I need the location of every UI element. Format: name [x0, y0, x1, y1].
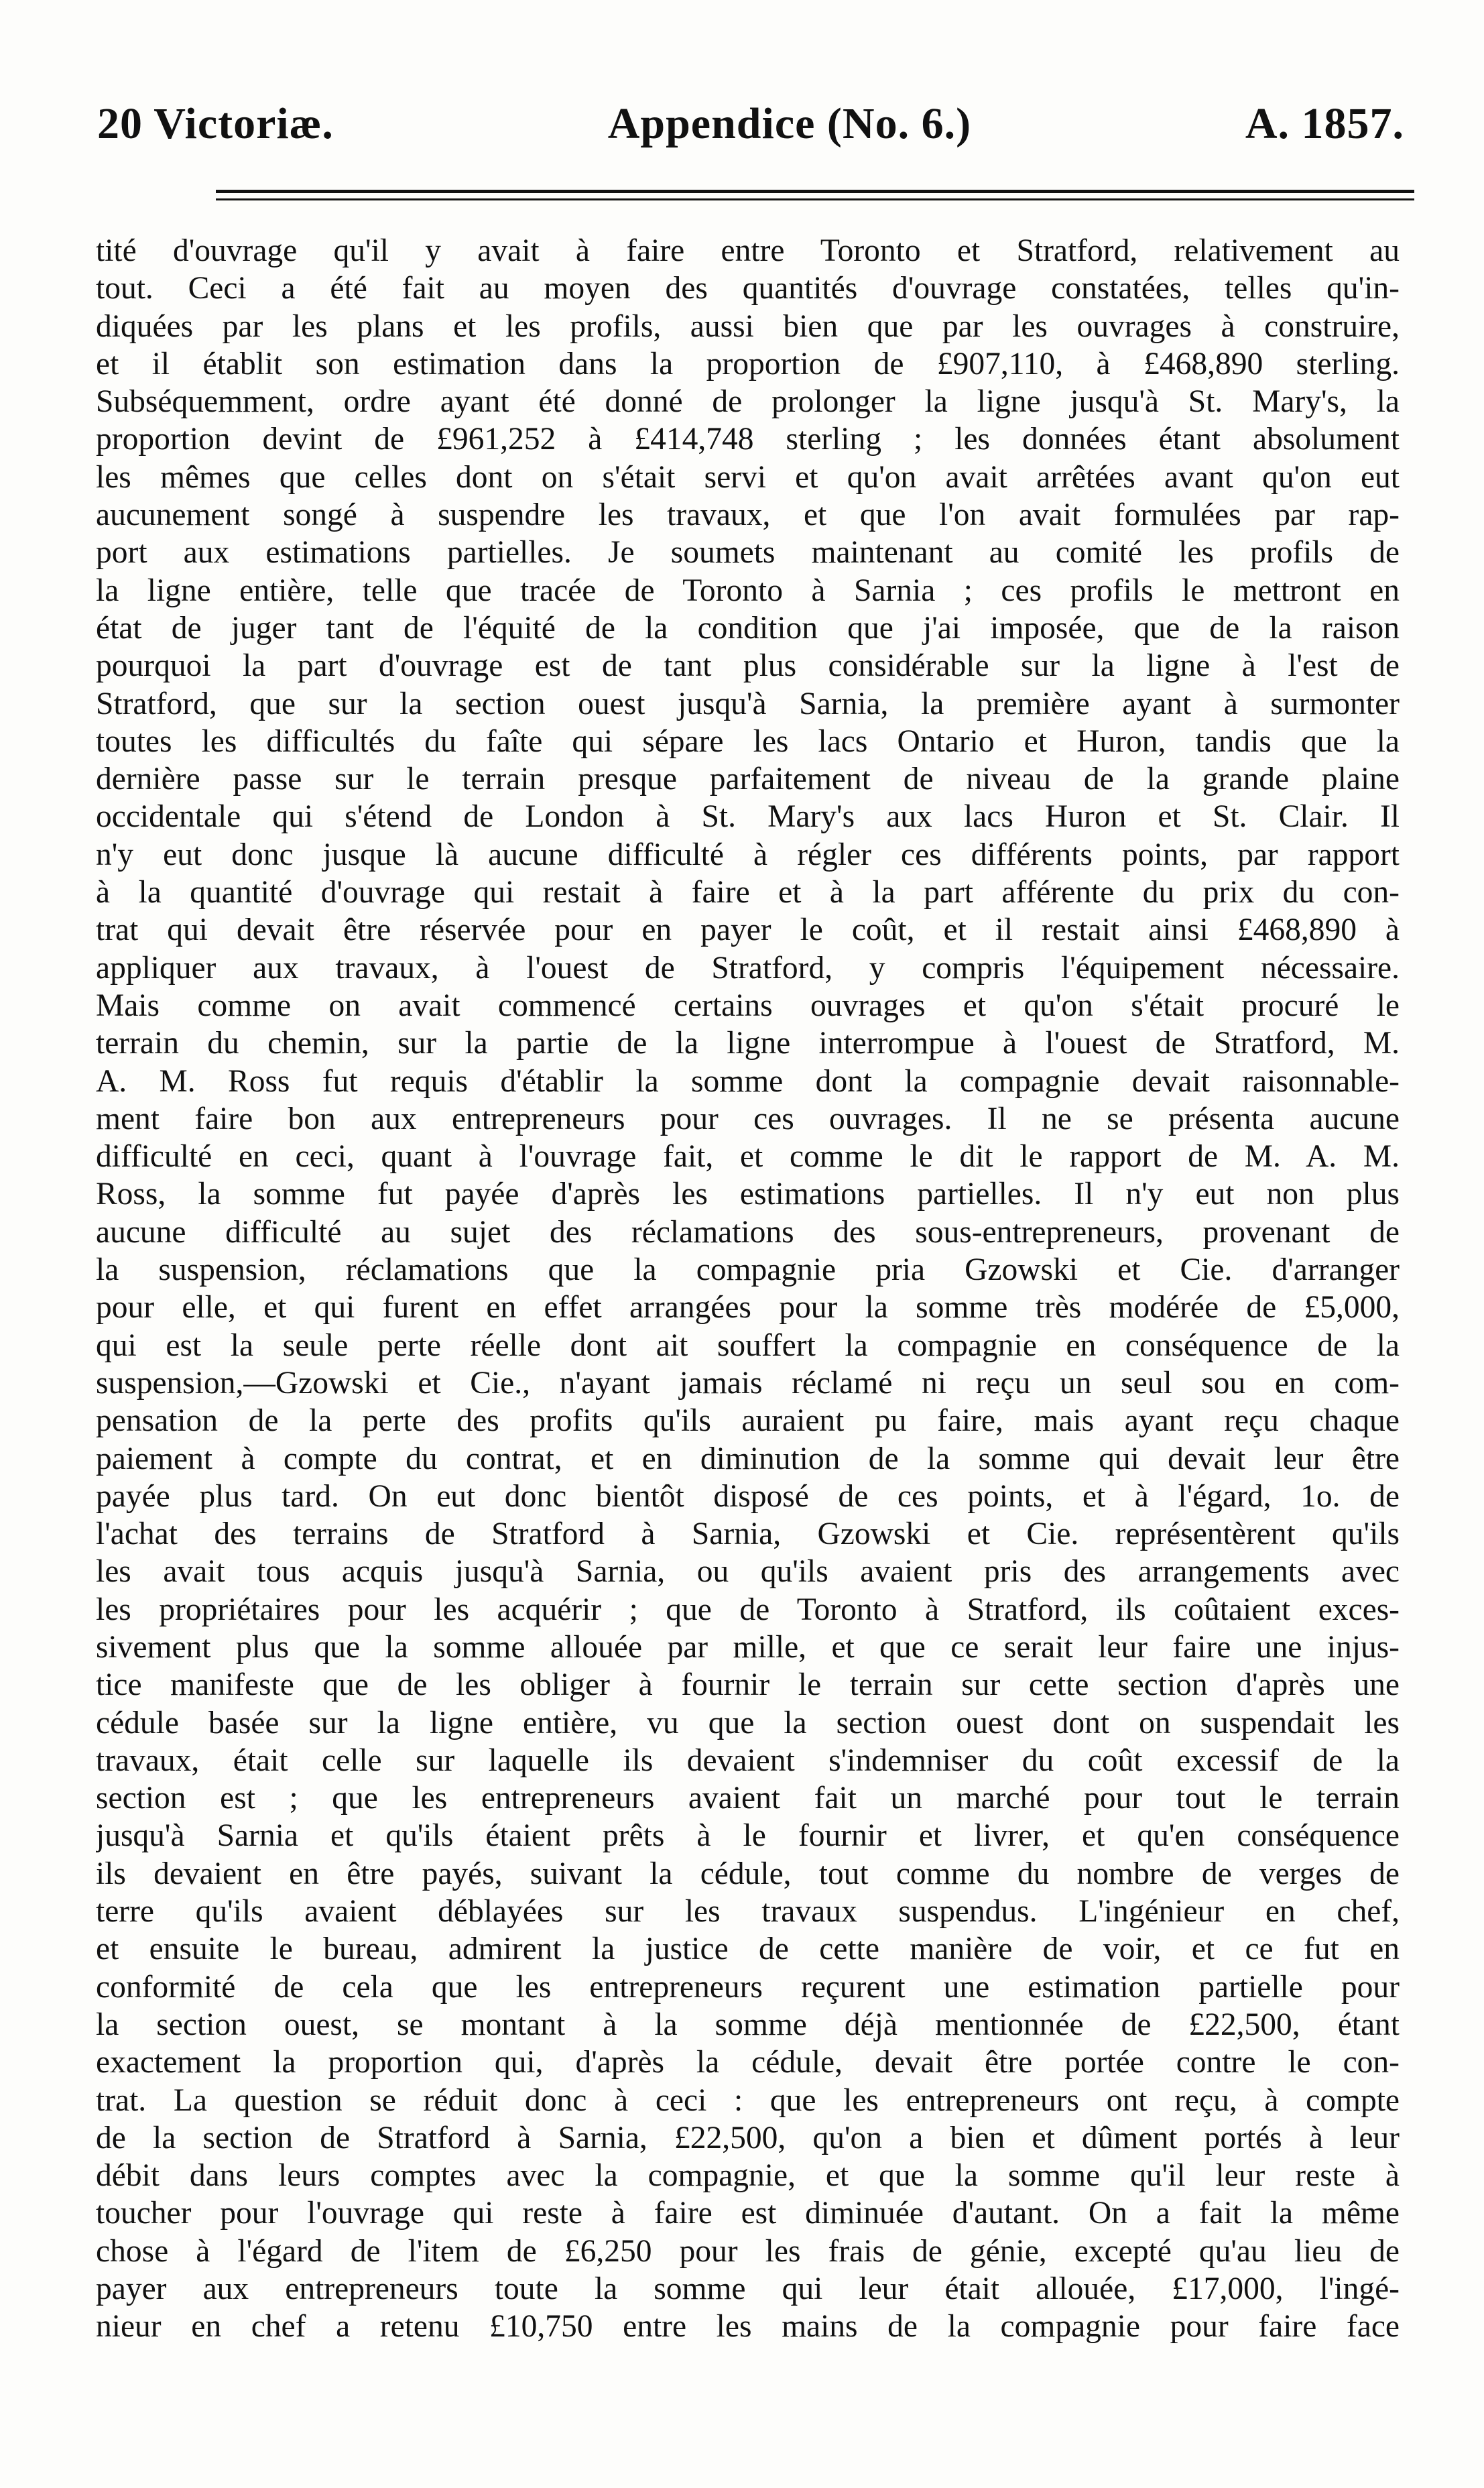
- text-line: appliquer aux travaux, à l'ouest de Stratford, y compris l'équipement nécessaire.: [96, 950, 1400, 986]
- text-line: section est ; que les entrepreneurs avaient fait un marché pour tout le terrain: [96, 1781, 1400, 1816]
- text-line: la section ouest, se montant à la somme déjà mentionnée de £22,500, étant: [96, 2007, 1400, 2042]
- text-line: débit dans leurs comptes avec la compagnie, et que la somme qu'il leur reste à: [96, 2158, 1400, 2194]
- text-line: diquées par les plans et les profils, aussi bien que par les ouvrages à construire,: [96, 308, 1400, 344]
- text-line: paiement à compte du contrat, et en diminution de la somme qui devait leur être: [96, 1441, 1400, 1476]
- text-line: dernière passe sur le terrain presque parfaitement de niveau de la grande plaine: [96, 762, 1400, 797]
- text-line: la ligne entière, telle que tracée de Toronto à Sarnia ; ces profils le mettront en: [96, 573, 1400, 608]
- text-line: qui est la seule perte réelle dont ait souffert la compagnie en conséquence de la: [96, 1327, 1400, 1363]
- text-line: les mêmes que celles dont on s'était servi et qu'on avait arrêtées avant qu'on eut: [96, 459, 1400, 495]
- text-line: conformité de cela que les entrepreneurs reçurent une estimation partielle pour: [96, 1969, 1400, 2005]
- text-line: difficulté en ceci, quant à l'ouvrage fait, et comme le dit le rapport de M. A. M.: [96, 1139, 1400, 1175]
- text-line: l'achat des terrains de Stratford à Sarnia, Gzowski et Cie. représentèrent qu'ils: [96, 1517, 1400, 1552]
- text-line: terrain du chemin, sur la partie de la ligne interrompue à l'ouest de Stratford, M.: [96, 1026, 1400, 1061]
- text-line: et ensuite le bureau, admirent la justice de cette manière de voir, et ce fut en: [96, 1932, 1400, 1967]
- text-line: pourquoi la part d'ouvrage est de tant plus considérable sur la ligne à l'est de: [96, 648, 1400, 684]
- text-line: ment faire bon aux entrepreneurs pour ces ouvrages. Il ne se présenta aucune: [96, 1101, 1400, 1136]
- text-line: trat qui devait être réservée pour en payer le coût, et il restait ainsi £468,890 à: [96, 912, 1400, 948]
- text-line: sivement plus que la somme allouée par mille, et que ce serait leur faire une injus-: [96, 1629, 1400, 1665]
- text-line: les propriétaires pour les acquérir ; que de Toronto à Stratford, ils coûtaient exces-: [96, 1592, 1400, 1627]
- text-line: toucher pour l'ouvrage qui reste à faire est diminuée d'autant. On a fait la même: [96, 2196, 1400, 2231]
- text-line: payée plus tard. On eut donc bientôt disposé de ces points, et à l'égard, 1o. de: [96, 1478, 1400, 1514]
- header-year: A. 1857.: [1245, 99, 1404, 148]
- header-rule-thin: [216, 198, 1414, 200]
- text-line: Subséquemment, ordre ayant été donné de prolonger la ligne jusqu'à St. Mary's, la: [96, 384, 1400, 420]
- text-line: tice manifeste que de les obliger à fournir le terrain sur cette section d'après une: [96, 1667, 1400, 1703]
- text-line: aucune difficulté au sujet des réclamations des sous-entrepreneurs, provenant de: [96, 1214, 1400, 1250]
- text-line: Mais comme on avait commencé certains ouvrages et qu'on s'était procuré le: [96, 988, 1400, 1023]
- text-line: nieur en chef a retenu £10,750 entre les mains de la compagnie pour faire face: [96, 2309, 1400, 2345]
- text-line: pour elle, et qui furent en effet arrangées pour la somme très modérée de £5,000,: [96, 1290, 1400, 1325]
- header-appendix-title: Appendice (No. 6.): [607, 99, 972, 148]
- text-line: la suspension, réclamations que la compagnie pria Gzowski et Cie. d'arranger: [96, 1252, 1400, 1288]
- text-line: de la section de Stratford à Sarnia, £22,500, qu'on a bien et dûment portés à leur: [96, 2120, 1400, 2155]
- text-line: pensation de la perte des profits qu'ils auraient pu faire, mais ayant reçu chaque: [96, 1403, 1400, 1439]
- text-line: Ross, la somme fut payée d'après les estimations partielles. Il n'y eut non plus: [96, 1177, 1400, 1212]
- text-line: jusqu'à Sarnia et qu'ils étaient prêts à le fournir et livrer, et qu'en conséquence: [96, 1818, 1400, 1854]
- body-text: [96, 232, 1400, 2346]
- text-line: proportion devint de £961,252 à £414,748 sterling ; les données étant absolument: [96, 422, 1400, 457]
- text-line: terre qu'ils avaient déblayées sur les travaux suspendus. L'ingénieur en chef,: [96, 1894, 1400, 1930]
- text-line: les avait tous acquis jusqu'à Sarnia, ou qu'ils avaient pris des arrangements avec: [96, 1554, 1400, 1590]
- text-line: port aux estimations partielles. Je soumets maintenant au comité les profils de: [96, 535, 1400, 571]
- text-line: n'y eut donc jusque là aucune difficulté à régler ces différents points, par rapport: [96, 837, 1400, 872]
- text-line: tout. Ceci a été fait au moyen des quantités d'ouvrage constatées, telles qu'in-: [96, 271, 1400, 306]
- text-line: suspension,—Gzowski et Cie., n'ayant jamais réclamé ni reçu un seul sou en com-: [96, 1365, 1400, 1401]
- header-rule-thick: [216, 190, 1414, 193]
- text-line: cédule basée sur la ligne entière, vu que la section ouest dont on suspendait les: [96, 1705, 1400, 1740]
- header-session: 20 Victoriæ.: [97, 99, 334, 148]
- text-line: aucunement songé à suspendre les travaux, et que l'on avait formulées par rap-: [96, 497, 1400, 533]
- text-line: tité d'ouvrage qu'il y avait à faire entre Toronto et Stratford, relativement au: [96, 233, 1400, 268]
- text-line: payer aux entrepreneurs toute la somme qui leur était allouée, £17,000, l'ingé-: [96, 2271, 1400, 2307]
- running-header: [97, 94, 1404, 154]
- text-line: à la quantité d'ouvrage qui restait à faire et à la part afférente du prix du con-: [96, 875, 1400, 910]
- text-line: toutes les difficultés du faîte qui sépare les lacs Ontario et Huron, tandis que la: [96, 723, 1400, 759]
- text-line: A. M. Ross fut requis d'établir la somme dont la compagnie devait raisonnable-: [96, 1063, 1400, 1099]
- text-line: occidentale qui s'étend de London à St. Mary's aux lacs Huron et St. Clair. Il: [96, 799, 1400, 835]
- text-line: exactement la proportion qui, d'après la cédule, devait être portée contre le con-: [96, 2045, 1400, 2080]
- text-line: chose à l'égard de l'item de £6,250 pour les frais de génie, excepté qu'au lieu de: [96, 2233, 1400, 2269]
- text-line: ils devaient en être payés, suivant la cédule, tout comme du nombre de verges de: [96, 1856, 1400, 1891]
- text-line: Stratford, que sur la section ouest jusqu'à Sarnia, la première ayant à surmonter: [96, 686, 1400, 721]
- text-line: travaux, était celle sur laquelle ils devaient s'indemniser du coût excessif de la: [96, 1742, 1400, 1778]
- text-line: et il établit son estimation dans la proportion de £907,110, à £468,890 sterling.: [96, 346, 1400, 381]
- text-line: état de juger tant de l'équité de la condition que j'ai imposée, que de la raison: [96, 610, 1400, 646]
- text-line: trat. La question se réduit donc à ceci : que les entrepreneurs ont reçu, à compte: [96, 2082, 1400, 2118]
